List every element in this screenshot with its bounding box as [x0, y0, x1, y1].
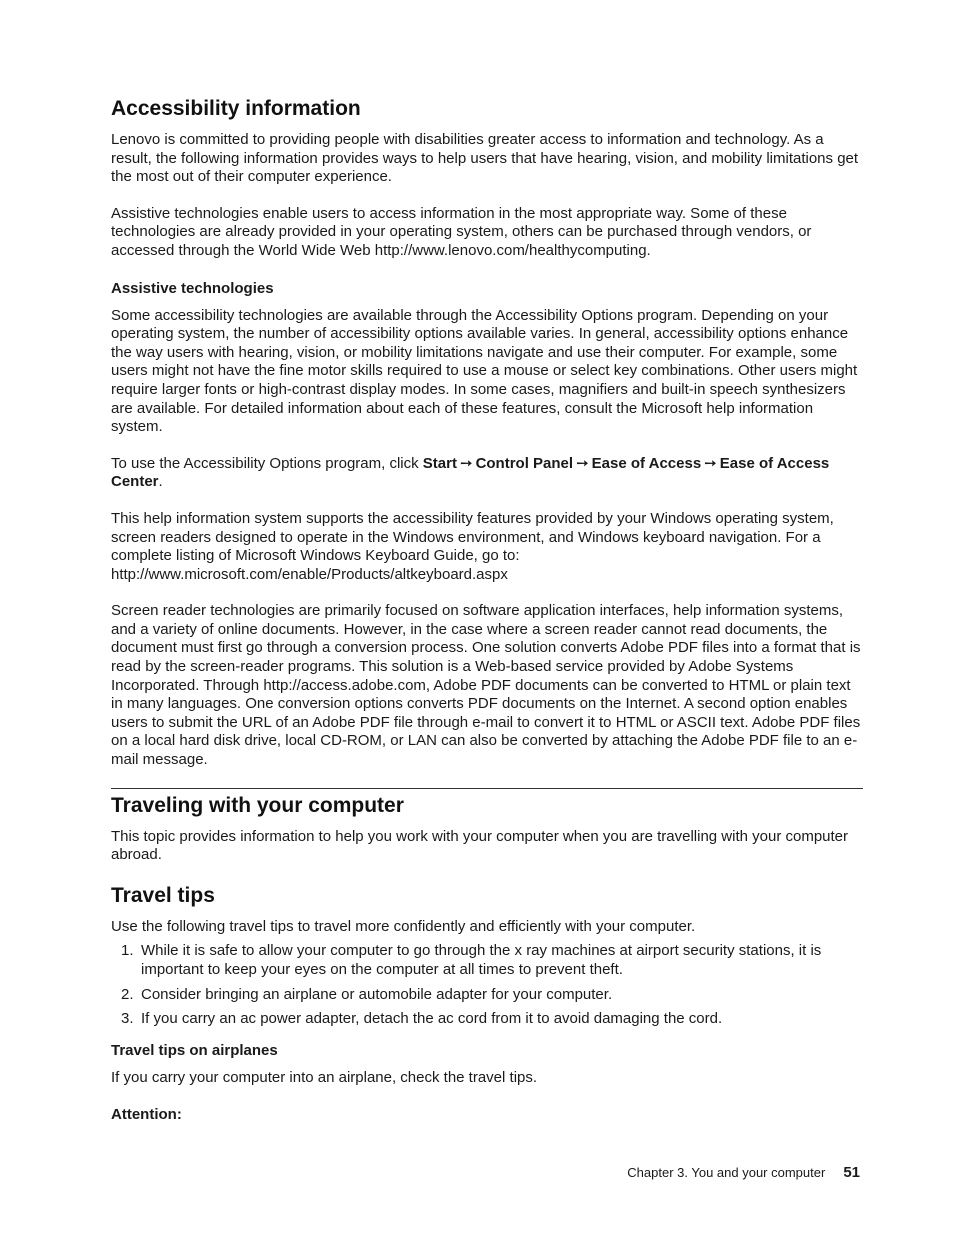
paragraph-accessibility-intro-1: Lenovo is committed to providing people with disabilities greater access to information and technology. As a result, the following information provides ways to help users that have hearing, vision, and mobility limitations get the most out of their computer experience. — [111, 131, 859, 186]
options-suffix: . — [158, 473, 163, 491]
paragraph-accessibility-intro-2: Assistive technologies enable users to access information in the most appropriate way. Some of these technologies are already provided in your operating system, others can be purchased through vendors, or accessed through the World Wide Web http://www.lenovo.com/healthycomputing. — [111, 204, 812, 259]
arrow-icon: ➙ — [459, 454, 473, 472]
footer-chapter: Chapter 3. You and your computer — [627, 1165, 826, 1180]
heading-accessibility: Accessibility information — [111, 97, 361, 120]
path-control-panel: Control Panel — [475, 454, 574, 472]
arrow-icon: ➙ — [704, 454, 717, 472]
list-item — [111, 942, 863, 979]
options-prefix: To use the Accessibility Options program, click — [111, 454, 423, 472]
subheading-travel-tips-airplanes: Travel tips on airplanes — [111, 1041, 278, 1059]
list-item-text: If you carry an ac power adapter, detach the ac cord from it to avoid damaging the cord. — [141, 1010, 723, 1028]
attention-label: Attention: — [111, 1106, 182, 1124]
list-item-number: 1. — [121, 942, 134, 960]
help-url: http://www.microsoft.com/enable/Products/altkeyboard.aspx — [111, 565, 508, 583]
heading-travel-tips: Travel tips — [111, 883, 215, 907]
arrow-icon: ➙ — [576, 454, 589, 472]
travel-tips-list — [111, 942, 863, 1028]
page-footer — [627, 1164, 860, 1181]
paragraph-airplanes: If you carry your computer into an airplane, check the travel tips. — [111, 1068, 538, 1086]
page-number: 51 — [843, 1164, 860, 1181]
paragraph-help-system — [111, 510, 863, 584]
list-item — [111, 1010, 863, 1029]
list-item-text: While it is safe to allow your computer to go through the x ray machines at airport security stations, it is important to keep your eyes on the computer at all times to prevent theft. — [141, 942, 822, 978]
paragraph-travel-tips-intro: Use the following travel tips to travel more confidently and efficiently with your computer. — [111, 917, 696, 935]
paragraph-accessibility-options-path — [111, 455, 863, 492]
list-item-number: 3. — [121, 1010, 134, 1028]
help-text: This help information system supports the accessibility features provided by your Windows operating system, screen readers designed to operate in the Windows environment, and Windows keyboard navigation. For a complete listing of Microsoft Windows Keyboard Guide, go to: — [111, 509, 834, 565]
section-divider — [111, 788, 863, 789]
list-item-number: 2. — [121, 985, 134, 1003]
document-page — [111, 96, 863, 1133]
path-start: Start — [422, 454, 457, 472]
path-ease-of-access: Ease of Access — [591, 454, 702, 472]
paragraph-traveling-intro: This topic provides information to help you work with your computer when you are travelling with your computer abroad. — [111, 827, 849, 864]
subheading-assistive-technologies: Assistive technologies — [111, 279, 274, 297]
paragraph-screen-reader: Screen reader technologies are primarily focused on software application interfaces, help information systems, and a variety of online documents. However, in the case where a screen reader cannot read documents, the document must first go through a conversion process. One solution converts Adobe PDF files into a format that is read by the screen-reader programs. This solution is a Web-based service provided by Adobe Systems Incorporated. Through http://access.adobe.com, Adobe PDF documents can be converted to HTML or plain text in many languages. One conversion options converts PDF documents on the Internet. A second option enables users to submit the URL of an Adobe PDF file through e-mail to convert it to HTML or ASCII text. Adobe PDF files on a local hard disk drive, local CD-ROM, or LAN can also be converted by attaching the Adobe PDF file to an e-mail message. — [111, 602, 861, 769]
list-item-text: Consider bringing an airplane or automobile adapter for your computer. — [141, 985, 613, 1003]
paragraph-assistive-technologies: Some accessibility technologies are available through the Accessibility Options program. Depending on your operating system, the number of accessibility options available varies. In general, accessibility options enhance the way users with hearing, vision, or mobility limitations navigate and use their computer. For example, some users might not have the fine motor skills required to use a mouse or select key combinations. Other users might require larger fonts or high-contrast display modes. In some cases, magnifiers and built-in speech synthesizers are available. For detailed information about each of these features, consult the Microsoft help information system. — [111, 306, 858, 436]
heading-traveling: Traveling with your computer — [111, 793, 404, 817]
list-item — [111, 986, 863, 1005]
path-ease-of-access-center: Ease of Access Center — [111, 454, 830, 491]
